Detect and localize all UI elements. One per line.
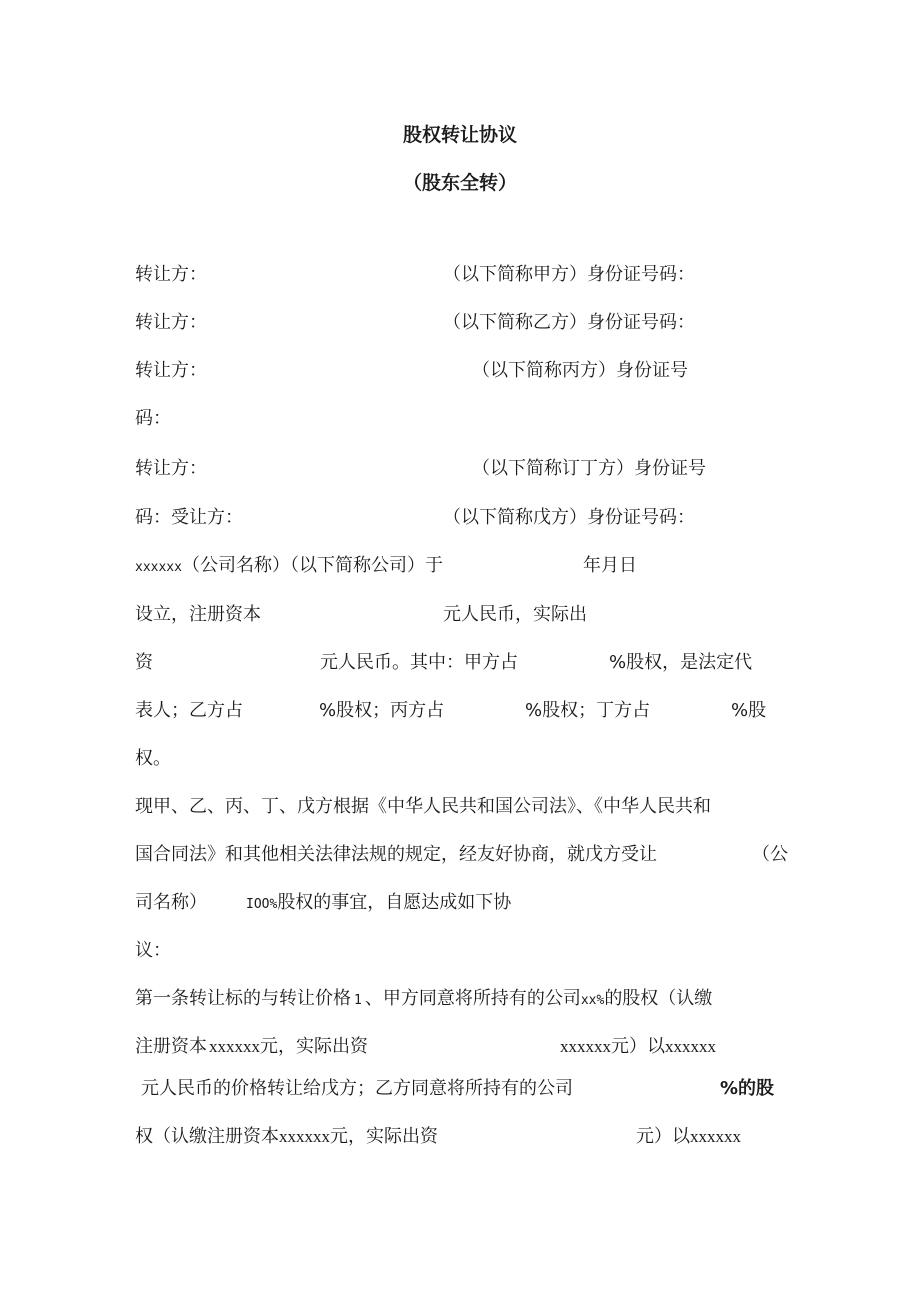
- company-line-2-a: 设立，注册资本: [135, 604, 261, 625]
- intro-line-3-c: 股权的事宜，自愿达成如下协: [277, 892, 512, 913]
- party-d-label: 转让方：: [135, 458, 207, 479]
- party-b-note: （以下简称乙方）身份证号码：: [443, 312, 695, 333]
- percentage-100: IOO%: [246, 897, 278, 912]
- clause-number: 1: [354, 993, 362, 1008]
- paid-capital-amount: xxxxxx: [560, 1037, 611, 1056]
- party-a-note: （以下简称甲方）身份证号码：: [443, 264, 695, 285]
- article1-line-1-e: 的股权（认缴: [604, 988, 713, 1009]
- company-line-4-a: 表人；乙方占: [135, 700, 243, 721]
- article1-line-4-a: [135, 1125, 438, 1149]
- article1-line-2-e: 元）以: [611, 1036, 665, 1057]
- intro-line-1: 现甲、乙、丙、丁、戊方根据《中华人民共和国公司法》、《中华人民共和: [135, 796, 711, 817]
- article1-line-2-a: [135, 1035, 368, 1059]
- party-a-label: 转让方：: [135, 264, 207, 285]
- company-line-3-a: 资: [135, 652, 153, 673]
- party-e-note: （以下简称戊方）身份证号码：: [443, 507, 695, 528]
- party-d-note: （以下简称订丁方）身份证号: [472, 458, 706, 479]
- company-line-1-text: （公司名称）（以下简称公司）于: [181, 555, 443, 576]
- intro-line-3-b: [246, 891, 511, 917]
- document-subtitle: （股东全转）: [402, 172, 517, 194]
- article1-line-2-c: 元，实际出资: [260, 1036, 368, 1057]
- article1-line-4-c: 元，实际出资: [330, 1126, 438, 1147]
- article1-heading: 第一条转让标的与转让价格: [135, 988, 351, 1009]
- article1-line-4-d: 元）以: [636, 1126, 690, 1147]
- intro-line-2: 国合同法》和其他相关法律法规的规定，经友好协商，就戊方受让: [135, 844, 657, 865]
- registered-capital-amount-2: xxxxxx: [279, 1127, 330, 1146]
- company-line-4-c: %股权；丁方占: [525, 700, 651, 721]
- intro-line-2-b: （公: [752, 844, 788, 865]
- article1-line-3-a: 元人民币的价格转让给戊方；乙方同意将所持有的公司: [141, 1078, 573, 1099]
- intro-line-3-a: 司名称）: [135, 892, 207, 913]
- share-percent-placeholder: xx%: [580, 993, 605, 1008]
- party-c-continuation: 码：: [135, 408, 171, 429]
- document-title: 股权转让协议: [402, 124, 517, 146]
- company-name-placeholder: xxxxxx: [135, 560, 182, 575]
- company-line-4-b: %股权；丙方占: [319, 700, 445, 721]
- company-line-3-b: 元人民币。其中：甲方占: [320, 652, 518, 673]
- transfer-price-amount: xxxxxx: [665, 1037, 716, 1056]
- party-c-label: 转让方：: [135, 360, 207, 381]
- party-c-note: （以下简称丙方）身份证号: [472, 360, 688, 381]
- company-line-3-c: %股权，是法定代: [609, 652, 753, 673]
- article1-line-2-b: [560, 1035, 716, 1059]
- article1-line-1: [135, 987, 712, 1013]
- company-line-1: [135, 554, 443, 580]
- transfer-price-amount-2: xxxxxx: [690, 1127, 741, 1146]
- company-line-2-b: 元人民币，实际出: [443, 604, 587, 625]
- company-line-4-d: %股: [731, 700, 767, 721]
- article1-registered-capital-label: 注册资本: [135, 1036, 207, 1057]
- party-d-cont-receiver: 码：受让方：: [135, 507, 243, 528]
- article1-line-4-b: [636, 1125, 741, 1149]
- company-line-5: 权。: [135, 748, 171, 769]
- company-date: 年月日: [583, 555, 637, 576]
- party-b-label: 转让方：: [135, 312, 207, 333]
- article1-line-1-c: 、甲方同意将所持有的公司: [364, 988, 581, 1009]
- article1-line-3-b: %的股: [720, 1078, 775, 1099]
- intro-line-4: 议：: [135, 940, 171, 961]
- registered-capital-amount: xxxxxx: [209, 1037, 260, 1056]
- article1-line-4-label: 权（认缴注册资本: [135, 1126, 279, 1147]
